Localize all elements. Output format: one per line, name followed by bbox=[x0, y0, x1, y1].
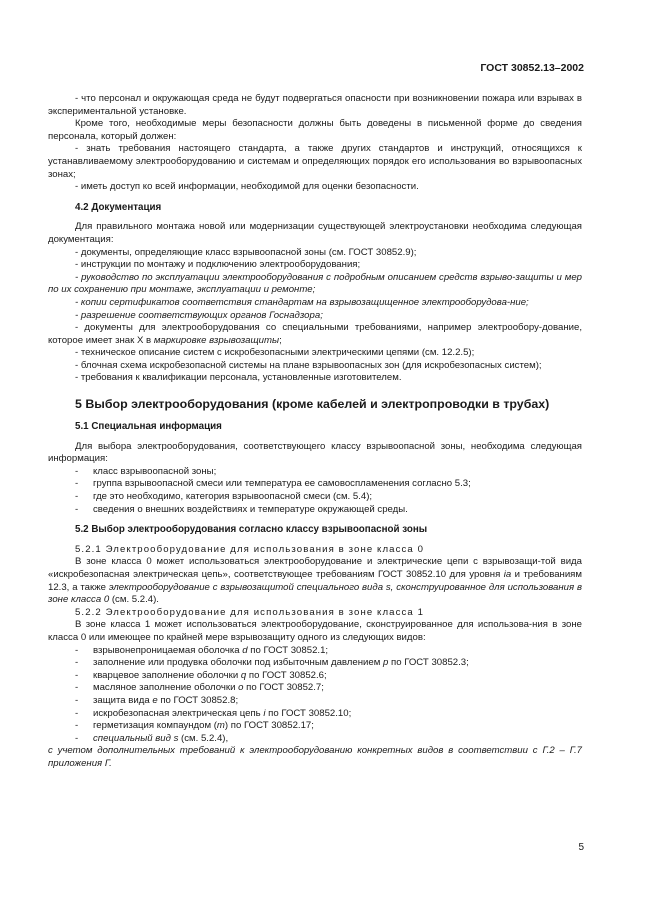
text-run: электрооборудование с взрывозащитой специального вида s, сконструированное для использования в зоне класса 0 bbox=[48, 581, 583, 606]
list-item bbox=[48, 504, 582, 517]
paragraph: В зоне класса 1 может использоваться электрооборудование, сконструированное для использова-ния в зоне класса 0 или имеющее по крайней мере взрывозащиту одного из следующих видов: bbox=[48, 619, 582, 643]
list-item-text: сведения о внешних воздействиях и температуре окружающей среды. bbox=[93, 503, 408, 515]
section-heading-5-2: 5.2 Выбор электрооборудования согласно классу взрывоопасной зоны bbox=[75, 524, 428, 536]
text-run: взрывонепроницаемая оболочка bbox=[93, 644, 243, 656]
list-item bbox=[48, 466, 582, 479]
text-run: по ГОСТ 30852.10; bbox=[265, 707, 352, 719]
section-heading-5-1: 5.1 Специальная информация bbox=[75, 421, 222, 433]
paragraph: - иметь доступ ко всей информации, необходимой для оценки безопасности. bbox=[75, 181, 419, 193]
list-item bbox=[48, 670, 582, 683]
document-header: ГОСТ 30852.13–2002 bbox=[480, 62, 584, 74]
text-run: масляное заполнение оболочки bbox=[93, 682, 239, 694]
list-item bbox=[48, 645, 582, 658]
text-run: по ГОСТ 30852.8; bbox=[157, 694, 239, 706]
list-item bbox=[48, 491, 582, 504]
text-run: ) по ГОСТ 30852.17; bbox=[224, 720, 314, 732]
text-run: (см. 5.2.4), bbox=[178, 732, 229, 744]
list-item: - документы, определяющие класс взрывоопасной зоны (см. ГОСТ 30852.9); bbox=[75, 246, 417, 258]
protection-symbol: p bbox=[382, 657, 389, 669]
list-item: - копии сертификатов соответствия стандартам на взрывозащищенное электрооборудова-ние; bbox=[75, 296, 529, 308]
paragraph bbox=[48, 556, 582, 606]
list-item: - требования к квалификации персонала, установленные изготовителем. bbox=[75, 372, 402, 384]
list-item bbox=[48, 708, 582, 721]
list-item bbox=[48, 733, 582, 746]
list-dash: - bbox=[75, 491, 79, 503]
paragraph: - что персонал и окружающая среда не будут подвергаться опасности при возникновении пожара или взрывах в экспериментальной установке. bbox=[48, 93, 582, 117]
list-dash: - bbox=[75, 694, 79, 706]
list-dash: - bbox=[75, 720, 79, 732]
text-run: искробезопасная электрическая цепь bbox=[93, 707, 264, 719]
list-dash: - bbox=[75, 732, 79, 744]
paragraph: Для выбора электрооборудования, соответствующего классу взрывоопасной зоны, необходима следующая информация: bbox=[48, 440, 582, 465]
list-item bbox=[48, 682, 582, 695]
list-dash: - bbox=[75, 682, 79, 694]
text-run: - документы для электрооборудования со специальными требованиями, например электрообору-дование, которое имеет знак X в bbox=[48, 322, 582, 346]
section-heading-5: 5 Выбор электрооборудования (кроме кабелей и электропроводки в трубах) bbox=[75, 397, 550, 412]
protection-symbol: o bbox=[238, 682, 244, 694]
paragraph: Кроме того, необходимые меры безопасности должны быть доведены в письменной форме до сведения персонала, который должен: bbox=[48, 118, 582, 142]
list-item: - блочная схема искробезопасной системы на плане взрывоопасных зон (для искробезопасных систем); bbox=[75, 359, 542, 371]
list-dash: - bbox=[75, 657, 79, 669]
list-item bbox=[48, 657, 582, 670]
protection-symbol: q bbox=[240, 669, 247, 681]
list-dash: - bbox=[75, 503, 79, 515]
text-run: по ГОСТ 30852.3; bbox=[388, 657, 469, 669]
list-dash: - bbox=[75, 669, 79, 681]
text-run: по ГОСТ 30852.1; bbox=[247, 644, 329, 656]
list-item-text: класс взрывоопасной зоны; bbox=[93, 465, 217, 477]
text-run: кварцевое заполнение оболочки bbox=[93, 669, 241, 681]
document-body bbox=[48, 93, 582, 771]
paragraph: с учетом дополнительных требований к электрооборудованию конкретных видов в соответствии с Г.2 – Г.7 приложения Г. bbox=[48, 745, 582, 769]
text-run: по ГОСТ 30852.7; bbox=[243, 682, 324, 694]
list-item bbox=[48, 322, 582, 347]
section-heading-4-2: 4.2 Документация bbox=[75, 201, 162, 213]
text-run: по ГОСТ 30852.6; bbox=[246, 669, 327, 681]
list-item: - руководство по эксплуатации электрооборудования с подробным описанием средств взрыво-защиты и мер по их сохранению при монтаже, эксплуатации и ремонте; bbox=[48, 271, 582, 296]
list-item bbox=[48, 478, 582, 491]
text-run: и требованиям 12.3, а также bbox=[48, 569, 582, 593]
protection-symbol: m bbox=[216, 720, 225, 732]
list-dash: - bbox=[75, 644, 79, 656]
subsection-heading-5-2-1: 5.2.1 Электрооборудование для использования в зоне класса 0 bbox=[75, 543, 425, 555]
text-run: защита вида bbox=[93, 694, 153, 706]
text-run: специальный вид s bbox=[93, 732, 179, 744]
list-item-text: группа взрывоопасной смеси или температура ее самовоспламенения согласно 5.3; bbox=[93, 478, 471, 490]
list-item: - техническое описание систем с искробезопасными электрическими цепями (см. 12.2.5); bbox=[75, 347, 475, 359]
paragraph: Для правильного монтажа новой или модернизации существующей электроустановки необходима следующая документация: bbox=[48, 221, 582, 245]
text-run: ia bbox=[503, 569, 512, 580]
text-run: В зоне класса 0 может использоваться электрооборудование и электрические цепи с взрывозащи-той вида «искробезопасная электрическая цепь», соответствующее требованиям ГОСТ 30852.10 для уровня bbox=[48, 556, 582, 580]
list-item: - инструкции по монтажу и подключению электрооборудования; bbox=[75, 259, 361, 271]
protection-symbol: i bbox=[263, 707, 266, 719]
list-item bbox=[48, 720, 582, 733]
protection-symbol: e bbox=[152, 694, 158, 706]
protection-symbol: d bbox=[242, 644, 248, 656]
list-dash: - bbox=[75, 707, 79, 719]
text-run: маркировке взрывозащиты bbox=[153, 334, 280, 346]
text-run: (см. 5.2.4). bbox=[109, 594, 159, 606]
list-item: - разрешение соответствующих органов Госнадзора; bbox=[75, 309, 323, 321]
paragraph: - знать требования настоящего стандарта, а также других стандартов и инструкций, относящихся к устанавливаемому электрооборудованию и системам и определяющих порядок его использования во взрывоопасных зонах; bbox=[48, 143, 582, 180]
text-run: герметизация компаундом ( bbox=[93, 720, 217, 732]
page-number: 5 bbox=[578, 842, 584, 853]
list-dash: - bbox=[75, 465, 79, 477]
list-item bbox=[48, 695, 582, 708]
subsection-heading-5-2-2: 5.2.2 Электрооборудование для использования в зоне класса 1 bbox=[75, 606, 425, 618]
text-run: ; bbox=[279, 334, 282, 346]
list-dash: - bbox=[75, 478, 79, 490]
list-item-text: где это необходимо, категория взрывоопасной смеси (см. 5.4); bbox=[93, 491, 373, 503]
text-run: заполнение или продувка оболочки под избыточным давлением bbox=[93, 657, 383, 669]
